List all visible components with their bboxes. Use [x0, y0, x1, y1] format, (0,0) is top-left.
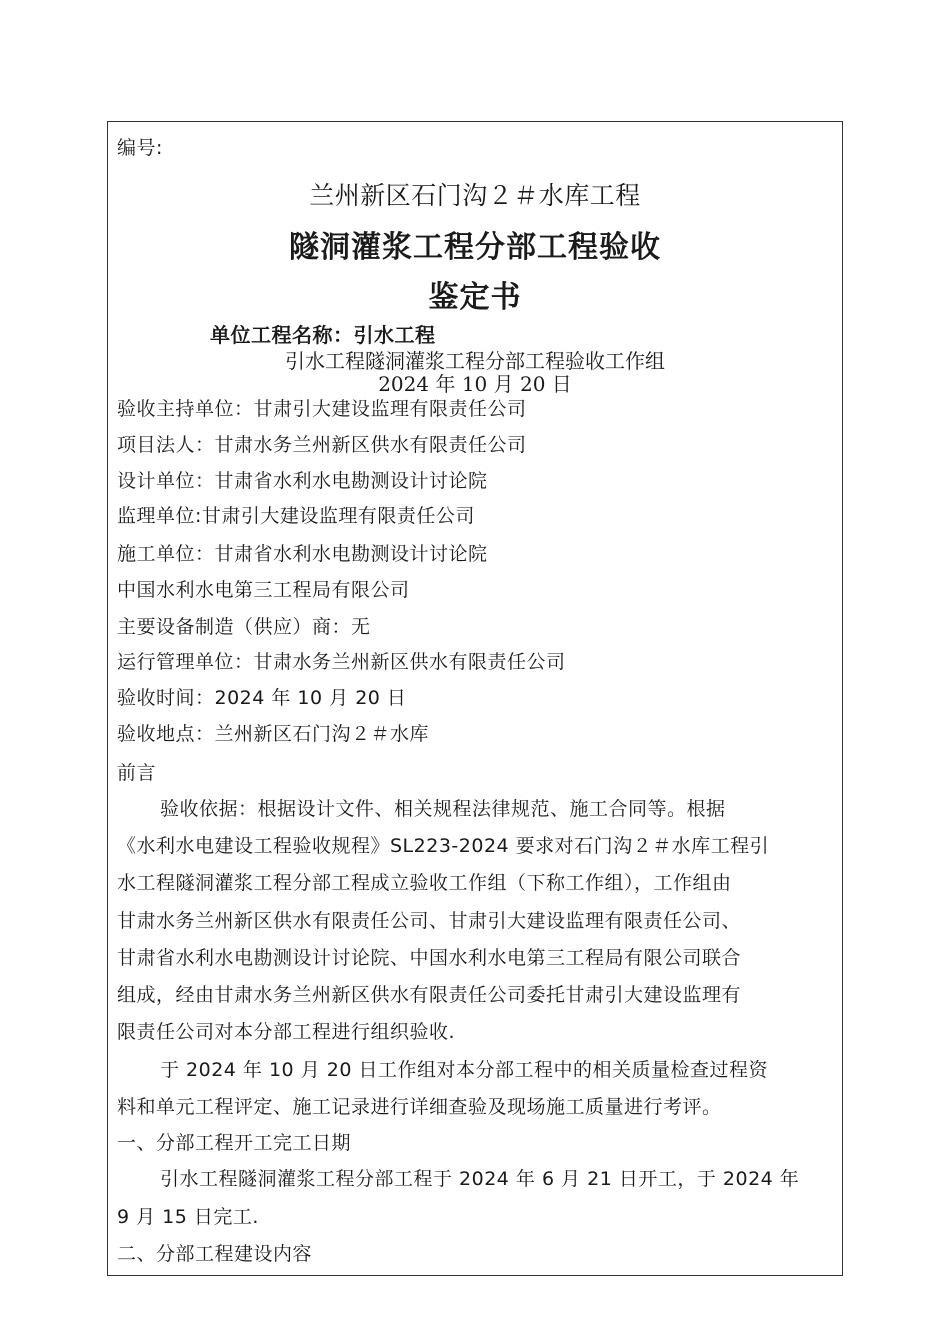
section-heading: 二、分部工程建设内容 — [117, 1243, 313, 1265]
paragraph-line: 组成，经由甘肃水务兰州新区供水有限责任公司委托甘肃引大建设监理有 — [117, 984, 742, 1006]
info-line: 验收地点：兰州新区石门沟２＃水库 — [117, 723, 430, 745]
paragraph-line: 9 月 15 日完工. — [117, 1206, 259, 1228]
preface-heading: 前言 — [117, 762, 157, 784]
document-title-line2: 鉴定书 — [428, 280, 522, 315]
paragraph-line: 限责任公司对本分部工程进行组织验收. — [117, 1021, 456, 1043]
document-number-label: 编号: — [117, 137, 163, 159]
document-date: 2024 年 10 月 20 日 — [378, 372, 572, 396]
paragraph-line: 《水利水电建设工程验收规程》SL223-2024 要求对石门沟２＃水库工程引 — [117, 835, 770, 857]
info-line: 中国水利水电第三工程局有限公司 — [117, 579, 410, 601]
paragraph-line: 于 2024 年 10 月 20 日工作组对本分部工程中的相关质量检查过程资 — [160, 1059, 768, 1081]
info-line: 验收时间：2024 年 10 月 20 日 — [117, 687, 407, 709]
paragraph-line: 引水工程隧洞灌浆工程分部工程于 2024 年 6 月 21 日开工，于 2024 年 — [160, 1168, 800, 1190]
info-line: 项目法人：甘肃水务兰州新区供水有限责任公司 — [117, 434, 527, 456]
info-line: 主要设备制造（供应）商：无 — [117, 616, 371, 638]
paragraph-line: 甘肃省水利水电勘测设计讨论院、中国水利水电第三工程局有限公司联合 — [117, 947, 742, 969]
working-group-name: 引水工程隧洞灌浆工程分部工程验收工作组 — [285, 349, 665, 373]
unit-project-name: 单位工程名称：引水工程 — [210, 323, 436, 347]
project-name: 兰州新区石门沟２＃水库工程 — [309, 181, 641, 210]
info-line: 监理单位:甘肃引大建设监理有限责任公司 — [117, 505, 475, 527]
paragraph-line: 水工程隧洞灌浆工程分部工程成立验收工作组（下称工作组），工作组由 — [117, 872, 732, 894]
document-title-line1: 隧洞灌浆工程分部工程验收 — [289, 230, 661, 265]
paragraph-line: 验收依据：根据设计文件、相关规程法律规范、施工合同等。根据 — [160, 798, 726, 820]
info-line: 设计单位：甘肃省水利水电勘测设计讨论院 — [117, 470, 488, 492]
paragraph-line: 甘肃水务兰州新区供水有限责任公司、甘肃引大建设监理有限责任公司、 — [117, 910, 742, 932]
info-line: 施工单位：甘肃省水利水电勘测设计讨论院 — [117, 543, 488, 565]
paragraph-line: 料和单元工程评定、施工记录进行详细查验及现场施工质量进行考评。 — [117, 1096, 722, 1118]
section-heading: 一、分部工程开工完工日期 — [117, 1132, 352, 1154]
info-line: 运行管理单位：甘肃水务兰州新区供水有限责任公司 — [117, 651, 566, 673]
info-line: 验收主持单位：甘肃引大建设监理有限责任公司 — [117, 398, 527, 420]
